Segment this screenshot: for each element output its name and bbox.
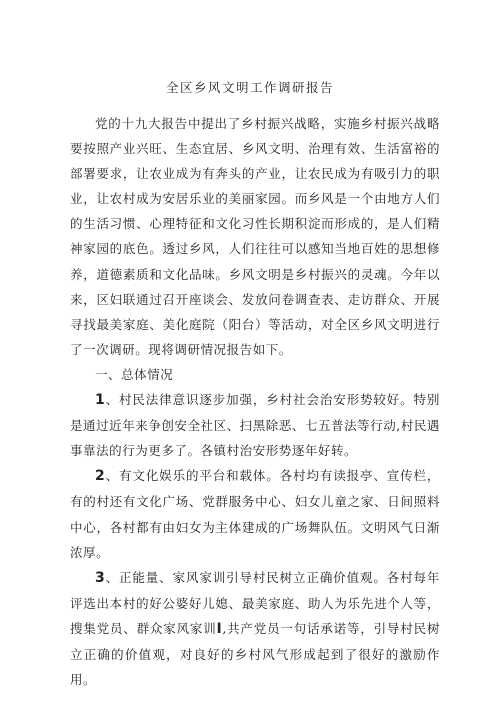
list-item [70,387,440,463]
item-text: 、正能量、家风家训引导村民树立正确价值观。各村每年评选出本村的好公婆好儿媳、最美家庭、助人为乐先进个人等，搜集党员、群众家风家训 [70,569,440,636]
document-body [70,111,440,692]
document-title: 全区乡风文明工作调研报告 [165,80,334,95]
item-number: 1 [95,392,106,409]
list-item [70,463,440,564]
item-mark: I [216,620,223,637]
item-number: 3 [95,569,106,586]
item-text-continued: ,共产党员一句话承诺等，引导村民树立正确的价值观，对良好的乡村风气形成起到了很好的激励作用。 [70,620,440,688]
intro-paragraph: 党的十九大报告中提出了乡村振兴战略，实施乡村振兴战略要按照产业兴旺、生态宜居、乡风文明、治理有效、生活富裕的部署要求，让农业成为有奔头的产业，让农民成为有吸引力的职业，让农村成为安居乐业的美丽家园。而乡风是一个由地方人们的生活习惯、心理特征和文化习性长期积淀而形成的，是人们精神家园的底色。透过乡风，人们往往可以感知当地百姓的思想修养，道德素质和文化品味。乡风文明是乡村振兴的灵魂。今年以来，区妇联通过召开座谈会、发放问卷调查表、走访群众、开展寻找最美家庭、美化庭院（阳台）等活动，对全区乡风文明进行了一次调研。现将调研情况报告如下。 [70,116,440,357]
item-number: 2 [95,468,106,485]
item-text: 、村民法律意识逐步加强，乡村社会治安形势较好。特别是通过近年来争创安全社区、扫黑除恶、七五普法等行动,村民遇事靠法的行为更多了。各镇村治安形势逐年好转。 [70,392,440,459]
section-heading-overview: 一、总体情况 [95,366,174,382]
item-text: 、有文化娱乐的平台和载体。各村均有读报亭、宣传栏，有的村还有文化广场、党群服务中心、妇女儿童之家、日间照料中心，各村都有由妇女为主体建成的广场舞队伍。文明风气日渐浓厚。 [70,468,440,560]
list-item [70,565,440,692]
